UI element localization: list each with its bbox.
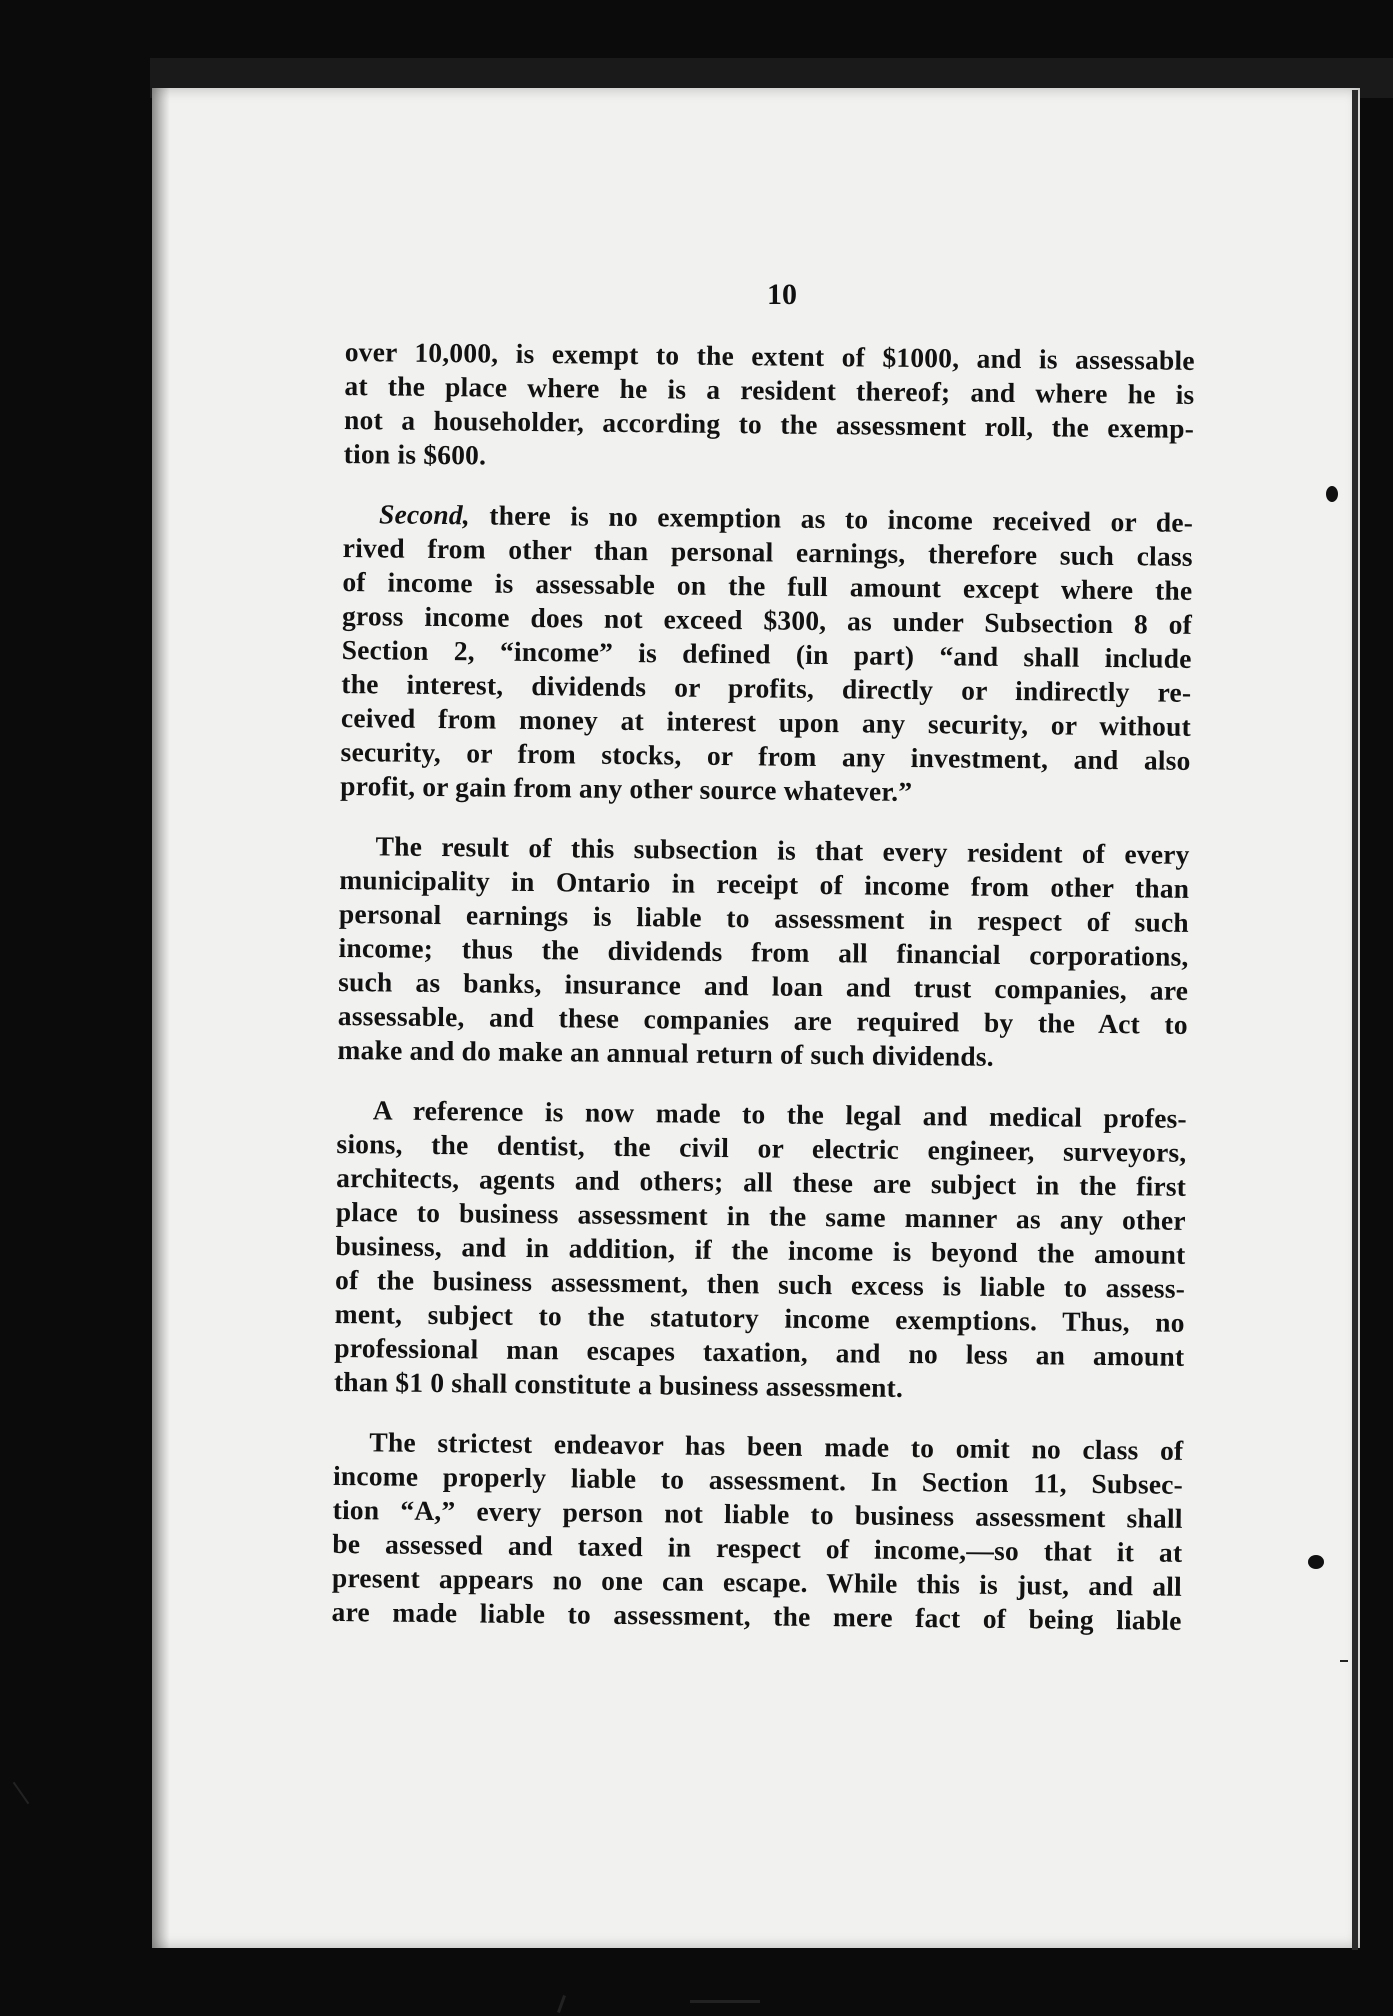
- ink-blot: [1308, 1555, 1324, 1569]
- body-text: [331, 335, 1195, 1664]
- text-line: security, or from stocks, or from any investment, and also: [340, 735, 1191, 776]
- text-line: over 10,000, is exempt to the extent of $1000, and is assessable: [344, 335, 1195, 376]
- paragraph-2: [340, 497, 1193, 812]
- text-line: present appears no one can escape. While this is just, and all: [331, 1561, 1183, 1602]
- ink-blot: [1326, 486, 1338, 502]
- italic-lead: Second,: [378, 498, 471, 531]
- text-line: are made liable to assessment, the mere fact of being liable: [331, 1595, 1182, 1636]
- text-line: professional man escapes taxation, and no less an amount: [334, 1331, 1185, 1372]
- text-line: architects, agents and others; all these are subject in the first: [336, 1161, 1187, 1202]
- text-line: at the place where he is a resident thereof; and where he is: [344, 369, 1195, 410]
- text-line: not a householder, according to the assessment roll, the exemp-: [343, 403, 1195, 444]
- text-line: business, and in addition, if the income is beyond the amount: [335, 1229, 1186, 1270]
- text-line: the interest, dividends or profits, directly or indirectly re-: [341, 667, 1192, 708]
- text-line: of the business assessment, then such excess is liable to assess-: [334, 1263, 1186, 1304]
- text-line: Section 2, “income” is defined (in part) “and shall include: [341, 633, 1192, 674]
- text-line: A reference is now made to the legal and medical profes-: [372, 1094, 1188, 1134]
- text-line: ceived from money at interest upon any security, or without: [340, 701, 1192, 742]
- text-line: sions, the dentist, the civil or electric engineer, surveyors,: [336, 1127, 1187, 1168]
- paragraph-3: [337, 829, 1189, 1076]
- scan-artifact: [1340, 1660, 1348, 1662]
- scan-artifact: [690, 2000, 760, 2003]
- scan-artifact: [557, 1995, 566, 2013]
- text-line: income properly liable to assessment. In Section 11, Subsec-: [332, 1459, 1184, 1500]
- text-line: municipality in Ontario in receipt of income from other than: [339, 863, 1190, 904]
- paragraph-1: [344, 335, 1195, 480]
- text-line: assessable, and these companies are required by the Act to: [337, 999, 1188, 1040]
- text-line: rived from other than personal earnings, therefore such class: [342, 531, 1193, 572]
- page-edge: [1352, 90, 1358, 1950]
- text-line: place to business assessment in the same manner as any other: [335, 1195, 1186, 1236]
- text-line: profit, or gain from any other source whatever.”: [340, 769, 913, 807]
- text-line: than $1 0 shall constitute a business assessment.: [333, 1365, 904, 1403]
- text-line: be assessed and taxed in respect of income,—so that it at: [332, 1527, 1183, 1568]
- text-line: personal earnings is liable to assessment in respect of such: [338, 897, 1190, 938]
- text-line: make and do make an annual return of such dividends.: [337, 1033, 994, 1072]
- paragraph-4: [334, 1093, 1187, 1408]
- text-line: income; thus the dividends from all financial corporations,: [338, 931, 1189, 972]
- scan-artifact: [13, 1782, 30, 1804]
- page-number: 10: [767, 278, 797, 311]
- text-run: there is no exemption as to income received or de-: [469, 499, 1194, 538]
- text-line: The result of this subsection is that every resident of every: [375, 830, 1190, 870]
- page-gutter-shadow: [152, 88, 170, 1948]
- text-line: gross income does not exceed $300, as under Subsection 8 of: [341, 599, 1193, 640]
- text-line: tion is $600.: [343, 437, 487, 471]
- text-line: such as banks, insurance and loan and trust companies, are: [338, 965, 1189, 1006]
- text-line: tion “A,” every person not liable to business assessment shall: [332, 1493, 1183, 1534]
- paragraph-5: [331, 1425, 1183, 1638]
- text-line: ment, subject to the statutory income exemptions. Thus, no: [334, 1297, 1185, 1338]
- text-line: of income is assessable on the full amount except where the: [342, 565, 1193, 606]
- text-line: The strictest endeavor has been made to omit no class of: [369, 1426, 1184, 1466]
